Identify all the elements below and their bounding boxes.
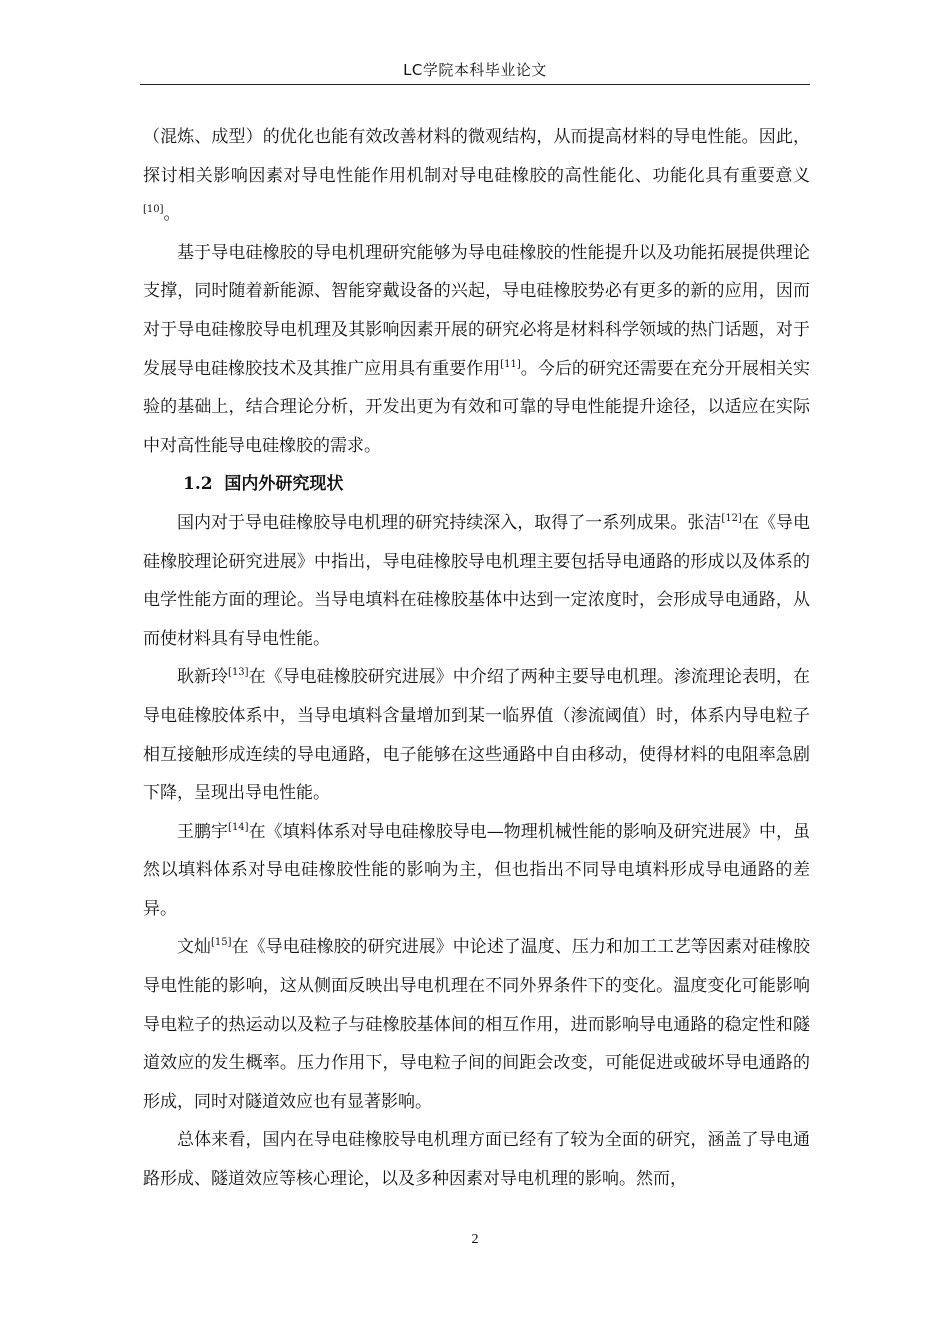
citation-ref: [13] bbox=[228, 667, 249, 679]
header-rule bbox=[140, 84, 810, 85]
paragraph-text: 。 bbox=[163, 204, 181, 225]
paragraph-continued bbox=[143, 118, 810, 234]
paragraph bbox=[143, 234, 810, 466]
citation-ref: [11] bbox=[500, 358, 521, 370]
running-header: LC学院本科毕业论文 bbox=[403, 61, 547, 79]
paragraph-text: 国内对于导电硅橡胶导电机理的研究持续深入，取得了一系列成果。张洁 bbox=[177, 512, 722, 533]
paragraph-text: 王鹏宇 bbox=[177, 821, 229, 842]
paragraph-text: 在《导电硅橡胶研究进展》中介绍了两种主要导电机理。渗流理论表明，在导电硅橡胶体系中，当导电填料含量增加到某一临界值（渗流阈值）时，体系内导电粒子相互接触形成连续的导电通路，电子能够在这些通路中自由移动，使得材料的电阻率急剧下降，呈现出导电性能。 bbox=[143, 667, 811, 804]
paragraph-text: 在《导电硅橡胶的研究进展》中论述了温度、压力和加工工艺等因素对硅橡胶导电性能的影响，这从侧面反映出导电机理在不同外界条件下的变化。温度变化可能影响导电粒子的热运动以及粒子与硅橡胶基体间的相互作用，进而影响导电通路的稳定性和隧道效应的发生概率。压力作用下，导电粒子间的间距会改变，可能促进或破坏导电通路的形成，同时对隧道效应也有显著影响。 bbox=[143, 937, 811, 1112]
paragraph-text: （混炼、成型）的优化也能有效改善材料的微观结构，从而提高材料的导电性能。因此，探讨相关影响因素对导电性能作用机制对导电硅橡胶的高性能化、功能化具有重要意义 bbox=[143, 127, 810, 186]
paragraph bbox=[143, 658, 810, 812]
paragraph bbox=[143, 928, 810, 1121]
section-number: 1.2 bbox=[183, 474, 213, 495]
body-text bbox=[143, 118, 810, 1199]
paragraph-text: 文灿 bbox=[177, 937, 212, 958]
paragraph-text: 总体来看，国内在导电硅橡胶导电机理方面已经有了较为全面的研究，涵盖了导电通路形成、隧道效应等核心理论，以及多种因素对导电机理的影响。然而， bbox=[143, 1130, 810, 1190]
paragraph bbox=[143, 1121, 810, 1198]
citation-ref: [15] bbox=[211, 937, 232, 949]
paragraph-text: 。今后的研究还需要在充分开展相关实验的基础上，结合理论分析，开发出更为有效和可靠的导电性能提升途径，以适应在实际中对高性能导电硅橡胶的需求。 bbox=[143, 358, 811, 456]
page-number: 2 bbox=[471, 1232, 479, 1247]
citation-ref: [14] bbox=[228, 821, 249, 833]
section-title: 国内外研究现状 bbox=[224, 474, 344, 495]
citation-ref: [12] bbox=[721, 512, 742, 524]
section-heading bbox=[143, 465, 810, 504]
paragraph-text: 在《导电硅橡胶理论研究进展》中指出，导电硅橡胶导电机理主要包括导电通路的形成以及体系的电学性能方面的理论。当导电填料在硅橡胶基体中达到一定浓度时，会形成导电通路，从而使材料具有导电性能。 bbox=[143, 512, 811, 649]
paragraph-text: 耿新玲 bbox=[177, 667, 229, 688]
paragraph bbox=[143, 813, 810, 929]
paragraph-text: 在《填料体系对导电硅橡胶导电—物理机械性能的影响及研究进展》中，虽然以填料体系对导电硅橡胶性能的影响为主，但也指出不同导电填料形成导电通路的差异。 bbox=[143, 821, 811, 919]
citation-ref: [10] bbox=[143, 204, 164, 216]
paragraph bbox=[143, 504, 810, 658]
paragraph-text: 基于导电硅橡胶的导电机理研究能够为导电硅橡胶的性能提升以及功能拓展提供理论支撑，同时随着新能源、智能穿戴设备的兴起，导电硅橡胶势必有更多的新的应用，因而对于导电硅橡胶导电机理及其影响因素开展的研究必将是材料科学领域的热门话题，对于发展导电硅橡胶技术及其推广应用具有重要作用 bbox=[143, 242, 810, 379]
